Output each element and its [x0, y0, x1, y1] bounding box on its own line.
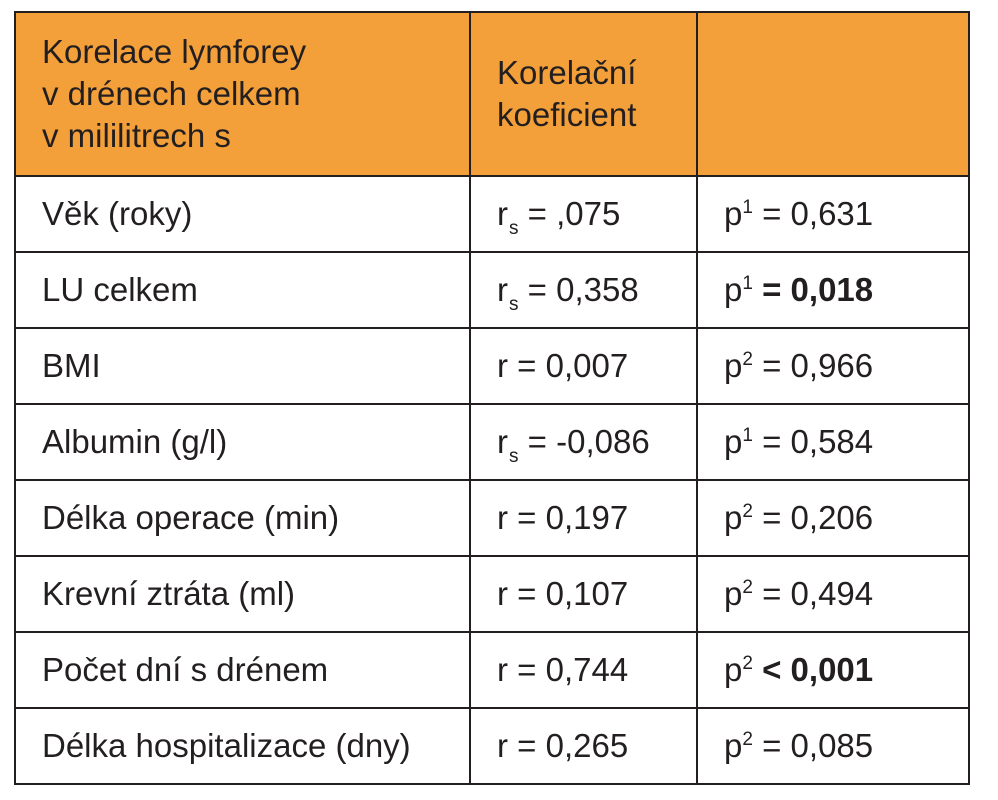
coefficient-cell [470, 556, 697, 632]
variable-label: Věk (roky) [42, 195, 193, 232]
coefficient-symbol: r [497, 423, 508, 460]
header-line: Korelace lymforey [42, 32, 307, 70]
variable-cell [15, 328, 470, 404]
table-row [15, 708, 969, 784]
coefficient-value: = 0,107 [508, 575, 629, 612]
p-value-cell [697, 404, 969, 480]
p-value-cell [697, 176, 969, 252]
header-row [15, 12, 969, 176]
table-row [15, 328, 969, 404]
p-superscript: 1 [742, 273, 753, 294]
p-value: 0,494 [790, 575, 874, 612]
p-symbol: p [724, 651, 743, 688]
variable-cell [15, 252, 470, 328]
coefficient-cell [470, 708, 697, 784]
correlation-table [14, 11, 970, 785]
p-value: 0,018 [790, 271, 874, 308]
coefficient-value: = 0,197 [508, 499, 629, 536]
header-line: koeficient [497, 96, 637, 133]
p-symbol: p [724, 271, 743, 308]
variable-label: Délka operace (min) [42, 499, 340, 536]
variable-label: Délka hospitalizace (dny) [42, 727, 411, 764]
coefficient-cell [470, 480, 697, 556]
table-body [15, 176, 969, 784]
p-superscript: 2 [742, 653, 753, 674]
coefficient-symbol: r [497, 575, 508, 612]
coefficient-symbol: r [497, 727, 508, 764]
variable-cell [15, 404, 470, 480]
p-symbol: p [724, 347, 743, 384]
coefficient-value: = 0,265 [508, 727, 629, 764]
p-operator: = [752, 271, 791, 308]
p-operator: < [752, 651, 791, 688]
p-superscript: 2 [742, 349, 753, 370]
table-header [15, 12, 969, 176]
coefficient-value: = -0,086 [518, 423, 650, 460]
coefficient-symbol: r [497, 271, 508, 308]
coefficient-value: = 0,744 [508, 651, 629, 688]
p-symbol: p [724, 195, 743, 232]
coefficient-cell [470, 328, 697, 404]
coefficient-symbol: r [497, 651, 508, 688]
header-line: Korelační [497, 53, 637, 91]
table-row [15, 176, 969, 252]
p-value: 0,584 [790, 423, 874, 460]
header-cell-coefficient [470, 12, 697, 176]
p-symbol: p [724, 727, 743, 764]
p-value-cell [697, 328, 969, 404]
header-line: v mililitrech s [42, 117, 231, 155]
p-value-cell [697, 708, 969, 784]
p-value: 0,206 [790, 499, 874, 536]
variable-label: BMI [42, 347, 101, 384]
p-superscript: 1 [742, 197, 753, 218]
coefficient-symbol: r [497, 499, 508, 536]
p-symbol: p [724, 423, 743, 460]
p-value: 0,631 [790, 195, 874, 232]
table-row [15, 556, 969, 632]
coefficient-cell [470, 252, 697, 328]
variable-cell [15, 632, 470, 708]
p-operator: = [752, 347, 791, 384]
p-superscript: 2 [742, 577, 753, 598]
variable-cell [15, 480, 470, 556]
variable-cell [15, 708, 470, 784]
p-value-cell [697, 252, 969, 328]
variable-label: Krevní ztráta (ml) [42, 575, 296, 612]
p-superscript: 1 [742, 425, 753, 446]
p-operator: = [752, 575, 791, 612]
table-row [15, 404, 969, 480]
p-operator: = [752, 499, 791, 536]
table-row [15, 480, 969, 556]
variable-cell [15, 556, 470, 632]
coefficient-value: = 0,358 [518, 271, 639, 308]
coefficient-symbol: r [497, 195, 508, 232]
coefficient-subscript: s [509, 294, 519, 315]
p-symbol: p [724, 499, 743, 536]
header-cell-p-value [697, 12, 969, 176]
p-value-cell [697, 480, 969, 556]
coefficient-cell [470, 404, 697, 480]
coefficient-subscript: s [509, 446, 519, 467]
coefficient-subscript: s [509, 218, 519, 239]
table-row [15, 632, 969, 708]
p-value-cell [697, 632, 969, 708]
variable-label: Albumin (g/l) [42, 423, 228, 460]
p-operator: = [752, 423, 791, 460]
p-value: 0,001 [790, 651, 874, 688]
table-row [15, 252, 969, 328]
p-value: 0,085 [790, 727, 874, 764]
coefficient-value: = ,075 [518, 195, 621, 232]
p-superscript: 2 [742, 501, 753, 522]
header-line: v drénech celkem [42, 74, 301, 112]
coefficient-cell [470, 632, 697, 708]
p-symbol: p [724, 575, 743, 612]
p-value: 0,966 [790, 347, 874, 384]
variable-label: Počet dní s drénem [42, 651, 329, 688]
variable-cell [15, 176, 470, 252]
p-operator: = [752, 727, 791, 764]
coefficient-value: = 0,007 [508, 347, 629, 384]
coefficient-symbol: r [497, 347, 508, 384]
header-cell-variable [15, 12, 470, 176]
coefficient-cell [470, 176, 697, 252]
p-operator: = [752, 195, 791, 232]
p-superscript: 2 [742, 729, 753, 750]
p-value-cell [697, 556, 969, 632]
variable-label: LU celkem [42, 271, 198, 308]
